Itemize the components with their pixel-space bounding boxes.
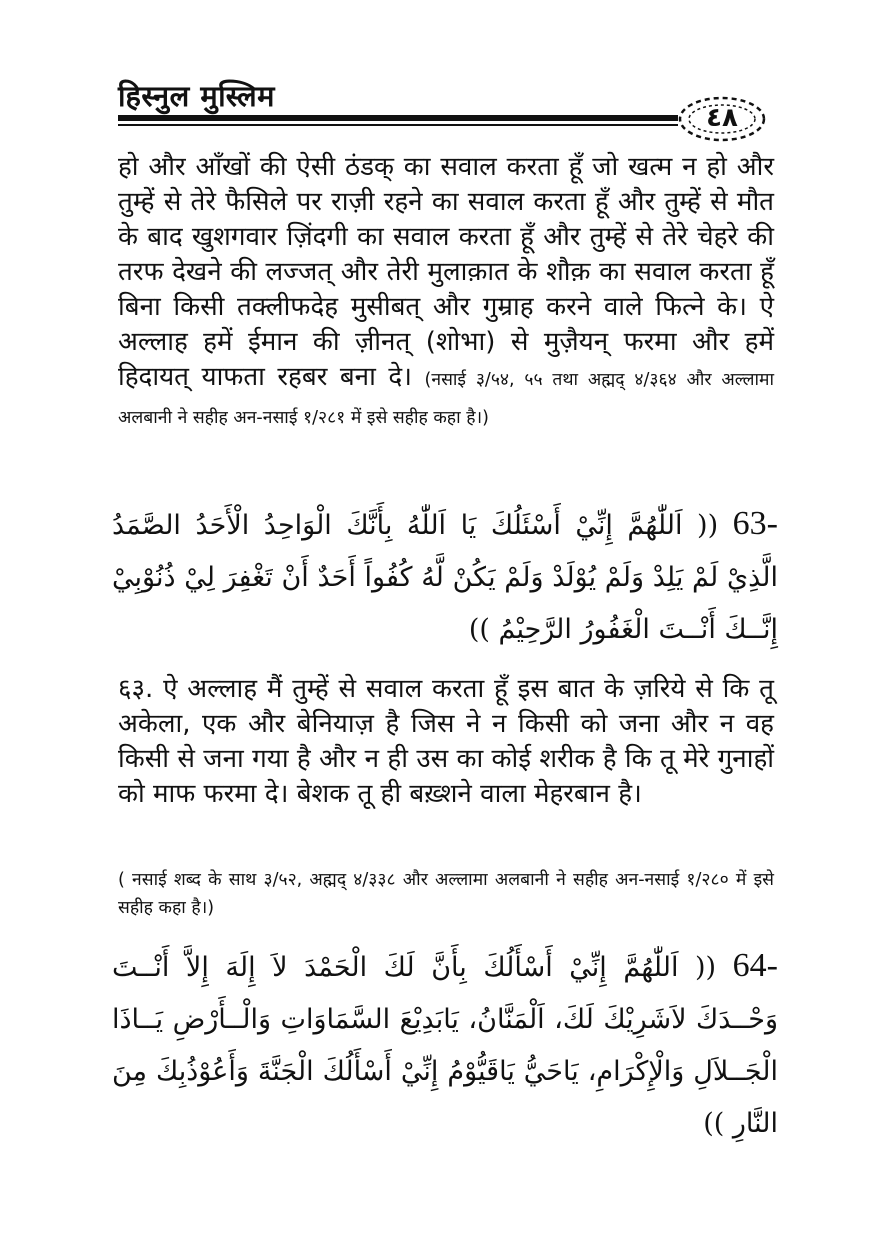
dua-63-reference: ( नसाई शब्द के साथ ३/५२, अह्मद् ४/३३८ और अल्लामा अलबानी ने सहीह अन-नसाई १/२८० में इसे सहीह कहा है।) <box>118 870 774 918</box>
page-number: ٤٨ <box>706 103 738 133</box>
paragraph-reference: (नसाई ३/५४, ५५ तथा अह्मद् ४/३६४ और अल्लामा अलबानी ने सहीह अन-नसाई १/२८१ में इसे सहीह कहा है।) <box>118 370 775 428</box>
dua-63-translation: ६३. ऐ अल्लाह मैं तुम्हें से सवाल करता हूँ इस बात के ज़रिये से कि तू अकेला, एक और बेनियाज़ है जिस ने न किसी को जना और न वह किसी से जना गया है और न ही उस का कोई शरीक है कि तू मेरे गुनाहों को माफ फरमा दे। बेशक तू ही बख़्शने वाला मेहरबान है। <box>118 674 774 809</box>
page-number-badge <box>676 94 768 144</box>
book-title: हिस्नुल मुस्लिम <box>118 79 275 113</box>
dua-63-number: 63- <box>732 505 778 542</box>
header-rule-thin <box>118 124 678 126</box>
dua-63-arabic-block <box>112 498 778 656</box>
dua-64-arabic: (( اَللّٰهُمَّ إِنِّيْ أَسْأَلُكَ بِأَنَّ لَكَ الْحَمْدَ لاَ إِلَهَ إِلاَّ أَنْــتَ وَحْــدَكَ لاَشَرِيْكَ لَكَ، اَلْمَنَّانُ، يَابَدِيْعَ السَّمَاوَاتِ وَالْــأَرْضِ يَــاذَا الْجَــلاَلِ وَالْإِكْرَامِ، يَاحَيُّ يَاقَيُّوْمُ إِنِّيْ أَسْأَلُكَ الْجَنَّةَ وَأَعُوْذُبِكَ مِنَ النَّارِ )) <box>112 952 778 1139</box>
dua-63-arabic: (( اَللّٰهُمَّ إِنِّيْ أَسْئَلُكَ يَا اَللّٰهُ بِأَنَّكَ الْوَاحِدُ الْأَحَدُ الصَّمَدُ الَّذِيْ لَمْ يَلِدْ وَلَمْ يُوْلَدْ وَلَمْ يَكُنْ لَّهُ كُفُواً أَحَدٌ أَنْ تَغْفِرَ لِيْ ذُنُوْبِيْ إِنَّــكَ أَنْــتَ الْغَفُورُ الرَّحِيْمُ )) <box>112 510 778 645</box>
dua-64-arabic-block <box>112 940 778 1150</box>
paragraph-continued <box>118 150 774 436</box>
header-rule-thick <box>118 115 678 121</box>
dua-64-number: 64- <box>732 947 778 984</box>
paragraph-text: हो और आँखों की ऐसी ठंडक् का सवाल करता हूँ जो खत्म न हो और तुम्हें से तेरे फैसिले पर राज़ी रहने का सवाल करता हूँ और तुम्हें से मौत के बाद खुशगवार ज़िंदगी का सवाल करता हूँ और तुम्हें से तेरे चेहरे की तरफ देखने की लज्जत् और तेरी मुलाक़ात के शौक़ का सवाल करता हूँ बिना किसी तक्लीफदेह मुसीबत् और गुम्राह करने वाले फित्ने के। ऐ अल्लाह हमें ईमान की ज़ीनत् (शोभा) से मुज़ैयन् फरमा और हमें हिदायत् याफता रहबर बना दे। <box>118 152 774 392</box>
